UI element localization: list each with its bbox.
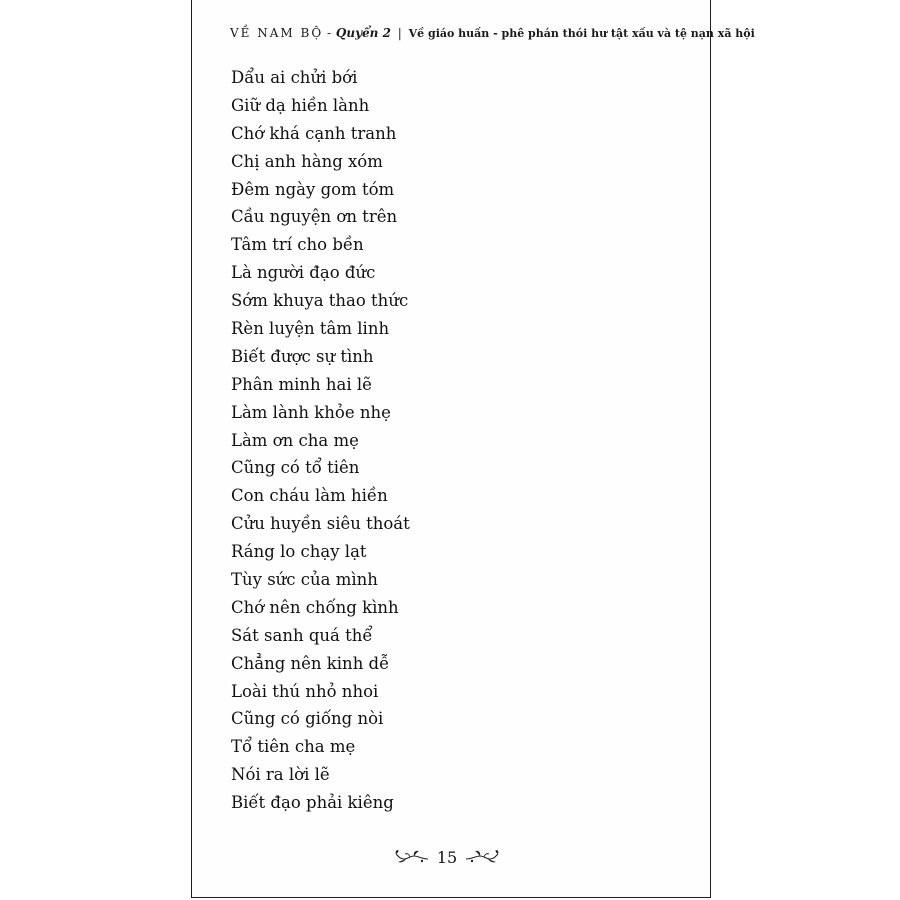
chapter-subtitle: Về giáo huấn - phê phán thói hư tật xấu và tệ nạn xã hội (408, 27, 755, 40)
verse-line: Tâm trí cho bền (231, 235, 364, 255)
floral-ornament-icon (392, 847, 430, 867)
verse-line: Tổ tiên cha mẹ (231, 737, 356, 757)
verse-line: Sớm khuya thao thức (231, 291, 409, 311)
verse-line: Biết được sự tình (231, 346, 374, 366)
verse-line: Chớ khá cạnh tranh (231, 123, 397, 143)
verse-line: Cũng có giống nòi (231, 709, 384, 729)
verse-line: Ráng lo chạy lạt (231, 542, 367, 562)
verse-line: Đêm ngày gom tóm (231, 179, 395, 199)
verse-line: Làm ơn cha mẹ (231, 430, 359, 450)
verse-line: Cầu nguyện ơn trên (231, 207, 398, 227)
verse-line: Giữ dạ hiền lành (231, 95, 370, 115)
verse-line: Tùy sức của mình (231, 570, 378, 590)
verse-line: Biết đạo phải kiêng (231, 793, 394, 813)
verse-line: Phân minh hai lẽ (231, 374, 372, 394)
floral-ornament-icon (464, 847, 502, 867)
verse-line: Cửu huyền siêu thoát (231, 514, 410, 534)
verse-line: Nói ra lời lẽ (231, 765, 330, 785)
verse-line: Chớ nên chống kình (231, 597, 399, 617)
header-dash: - (327, 26, 332, 40)
verse-line: Dẩu ai chửi bới (231, 68, 358, 87)
verse-line: Rèn luyện tâm linh (231, 319, 390, 339)
verse-line: Chị anh hàng xóm (231, 151, 383, 171)
verse-block (231, 64, 410, 817)
running-header (230, 24, 755, 42)
verse-line: Cũng có tổ tiên (231, 458, 360, 478)
page-number: 15 (436, 848, 458, 867)
verse-line: Sát sanh quá thể (231, 625, 373, 645)
page-footer (392, 843, 502, 873)
series-title: VỀ NAM BỘ (230, 26, 324, 40)
volume-label: Quyển 2 (335, 26, 391, 40)
verse-line: Con cháu làm hiền (231, 486, 388, 506)
verse-line: Chẳng nên kinh dễ (231, 653, 390, 673)
verse-line: Loài thú nhỏ nhoi (231, 681, 379, 701)
verse-line: Là người đạo đức (231, 263, 376, 283)
verse-line: Làm lành khỏe nhẹ (231, 402, 391, 422)
header-separator: | (397, 26, 402, 40)
